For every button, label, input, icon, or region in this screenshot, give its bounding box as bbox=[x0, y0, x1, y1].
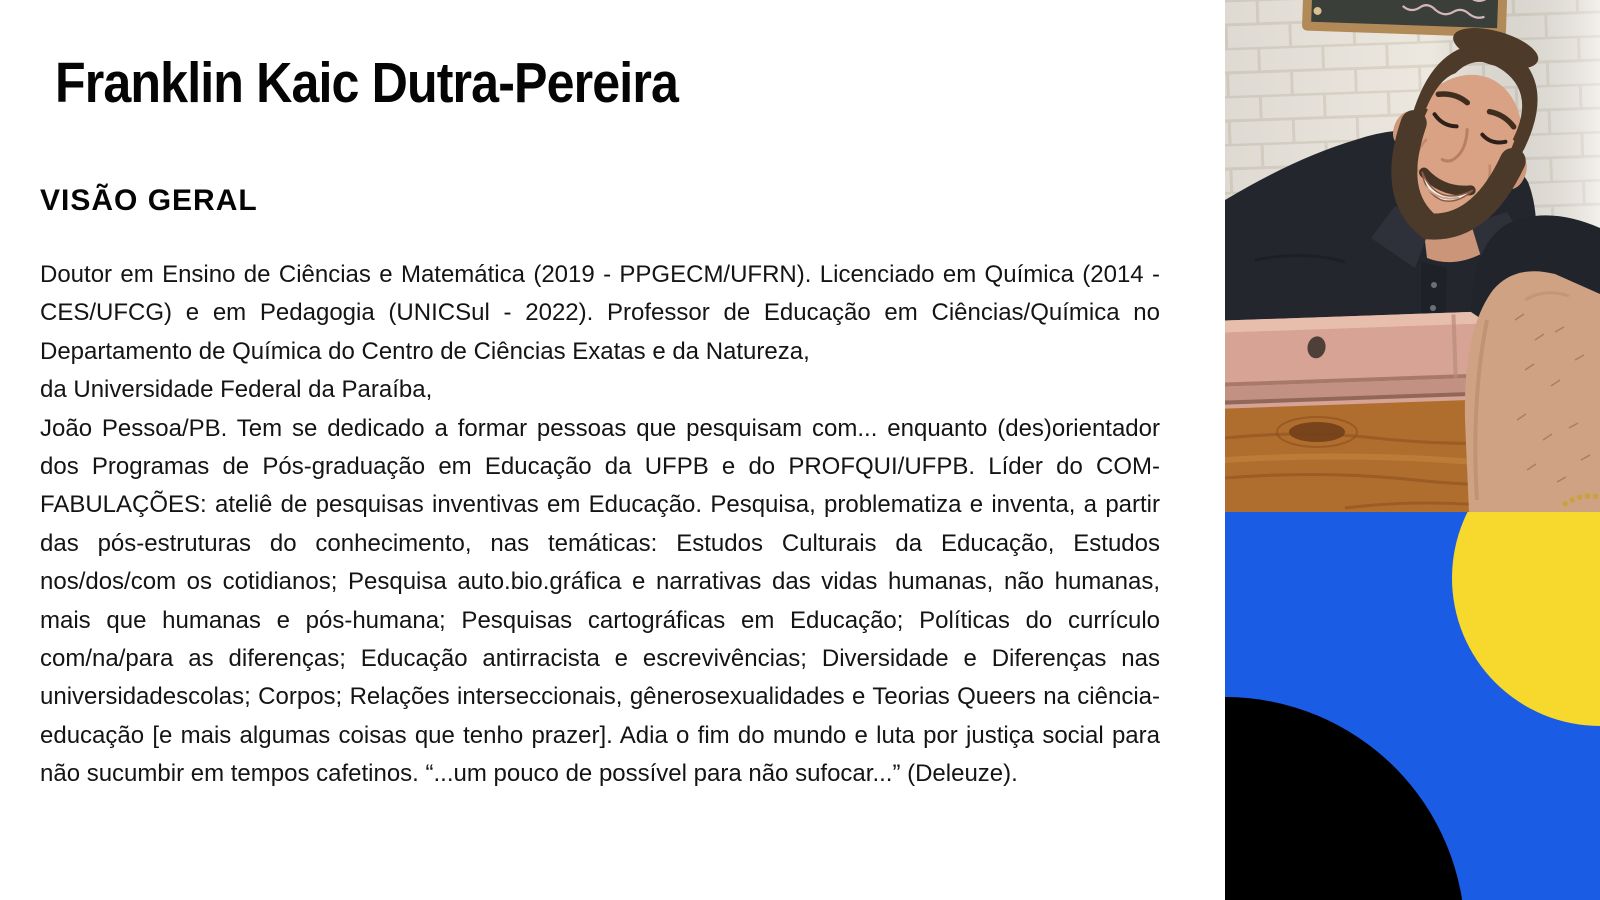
bio-paragraph: João Pessoa/PB. Tem se dedicado a formar pessoas que pesquisam com... enquanto (des)orientador dos Programas de Pós-graduação em Educação da UFPB e do PROFQUI/UFPB. Líder do COM-FABULAÇÕES: ateliê de pesquisas inventivas em Educação. Pesquisa, problematiza e inventa, a partir das pós-estruturas do conhecimento, nas temáticas: Estudos Culturais da Educação, Estudos nos/dos/com os cotidianos; Pesquisa auto.bio.gráfica e narrativas das vidas humanas, não humanas, mais que humanas e pós-humana; Pesquisas cartográficas em Educação; Políticas do currículo com/na/para as diferenças; Educação antirracista e escrevivências; Diversidade e Diferenças nas universidadescolas; Corpos; Relações interseccionais, gênerosexualidades e Teorias Queers na ciência-educação [e mais algumas coisas que tenho prazer]. Adia o fim do mundo e luta por justiça social para não sucumbir em tempos cafetinos. “...um pouco de possível para não sufocar...” (Deleuze). bbox=[40, 414, 1160, 788]
page-title: Franklin Kaic Dutra-Pereira bbox=[55, 51, 678, 115]
bio-paragraph: Doutor em Ensino de Ciências e Matemática (2019 - PPGECM/UFRN). Licenciado em Química (2014 - CES/UFCG) e em Pedagogia (UNICSul - 2022). Professor de Educação em Ciências/Química no Departamento de Química do Centro de Ciências Exatas e da Natureza, bbox=[40, 261, 1160, 365]
profile-photo bbox=[1225, 0, 1600, 512]
bio-paragraph: da Universidade Federal da Paraíba, bbox=[40, 376, 433, 404]
selfie-arm bbox=[1465, 271, 1600, 512]
decor-panel bbox=[1225, 512, 1600, 900]
bio-text bbox=[40, 256, 1160, 794]
black-circle bbox=[1225, 697, 1465, 900]
wood-knot bbox=[1289, 422, 1345, 442]
yellow-circle bbox=[1452, 512, 1600, 726]
profile-photo-illustration bbox=[1225, 0, 1600, 512]
overview-heading: VISÃO GERAL bbox=[40, 184, 258, 217]
